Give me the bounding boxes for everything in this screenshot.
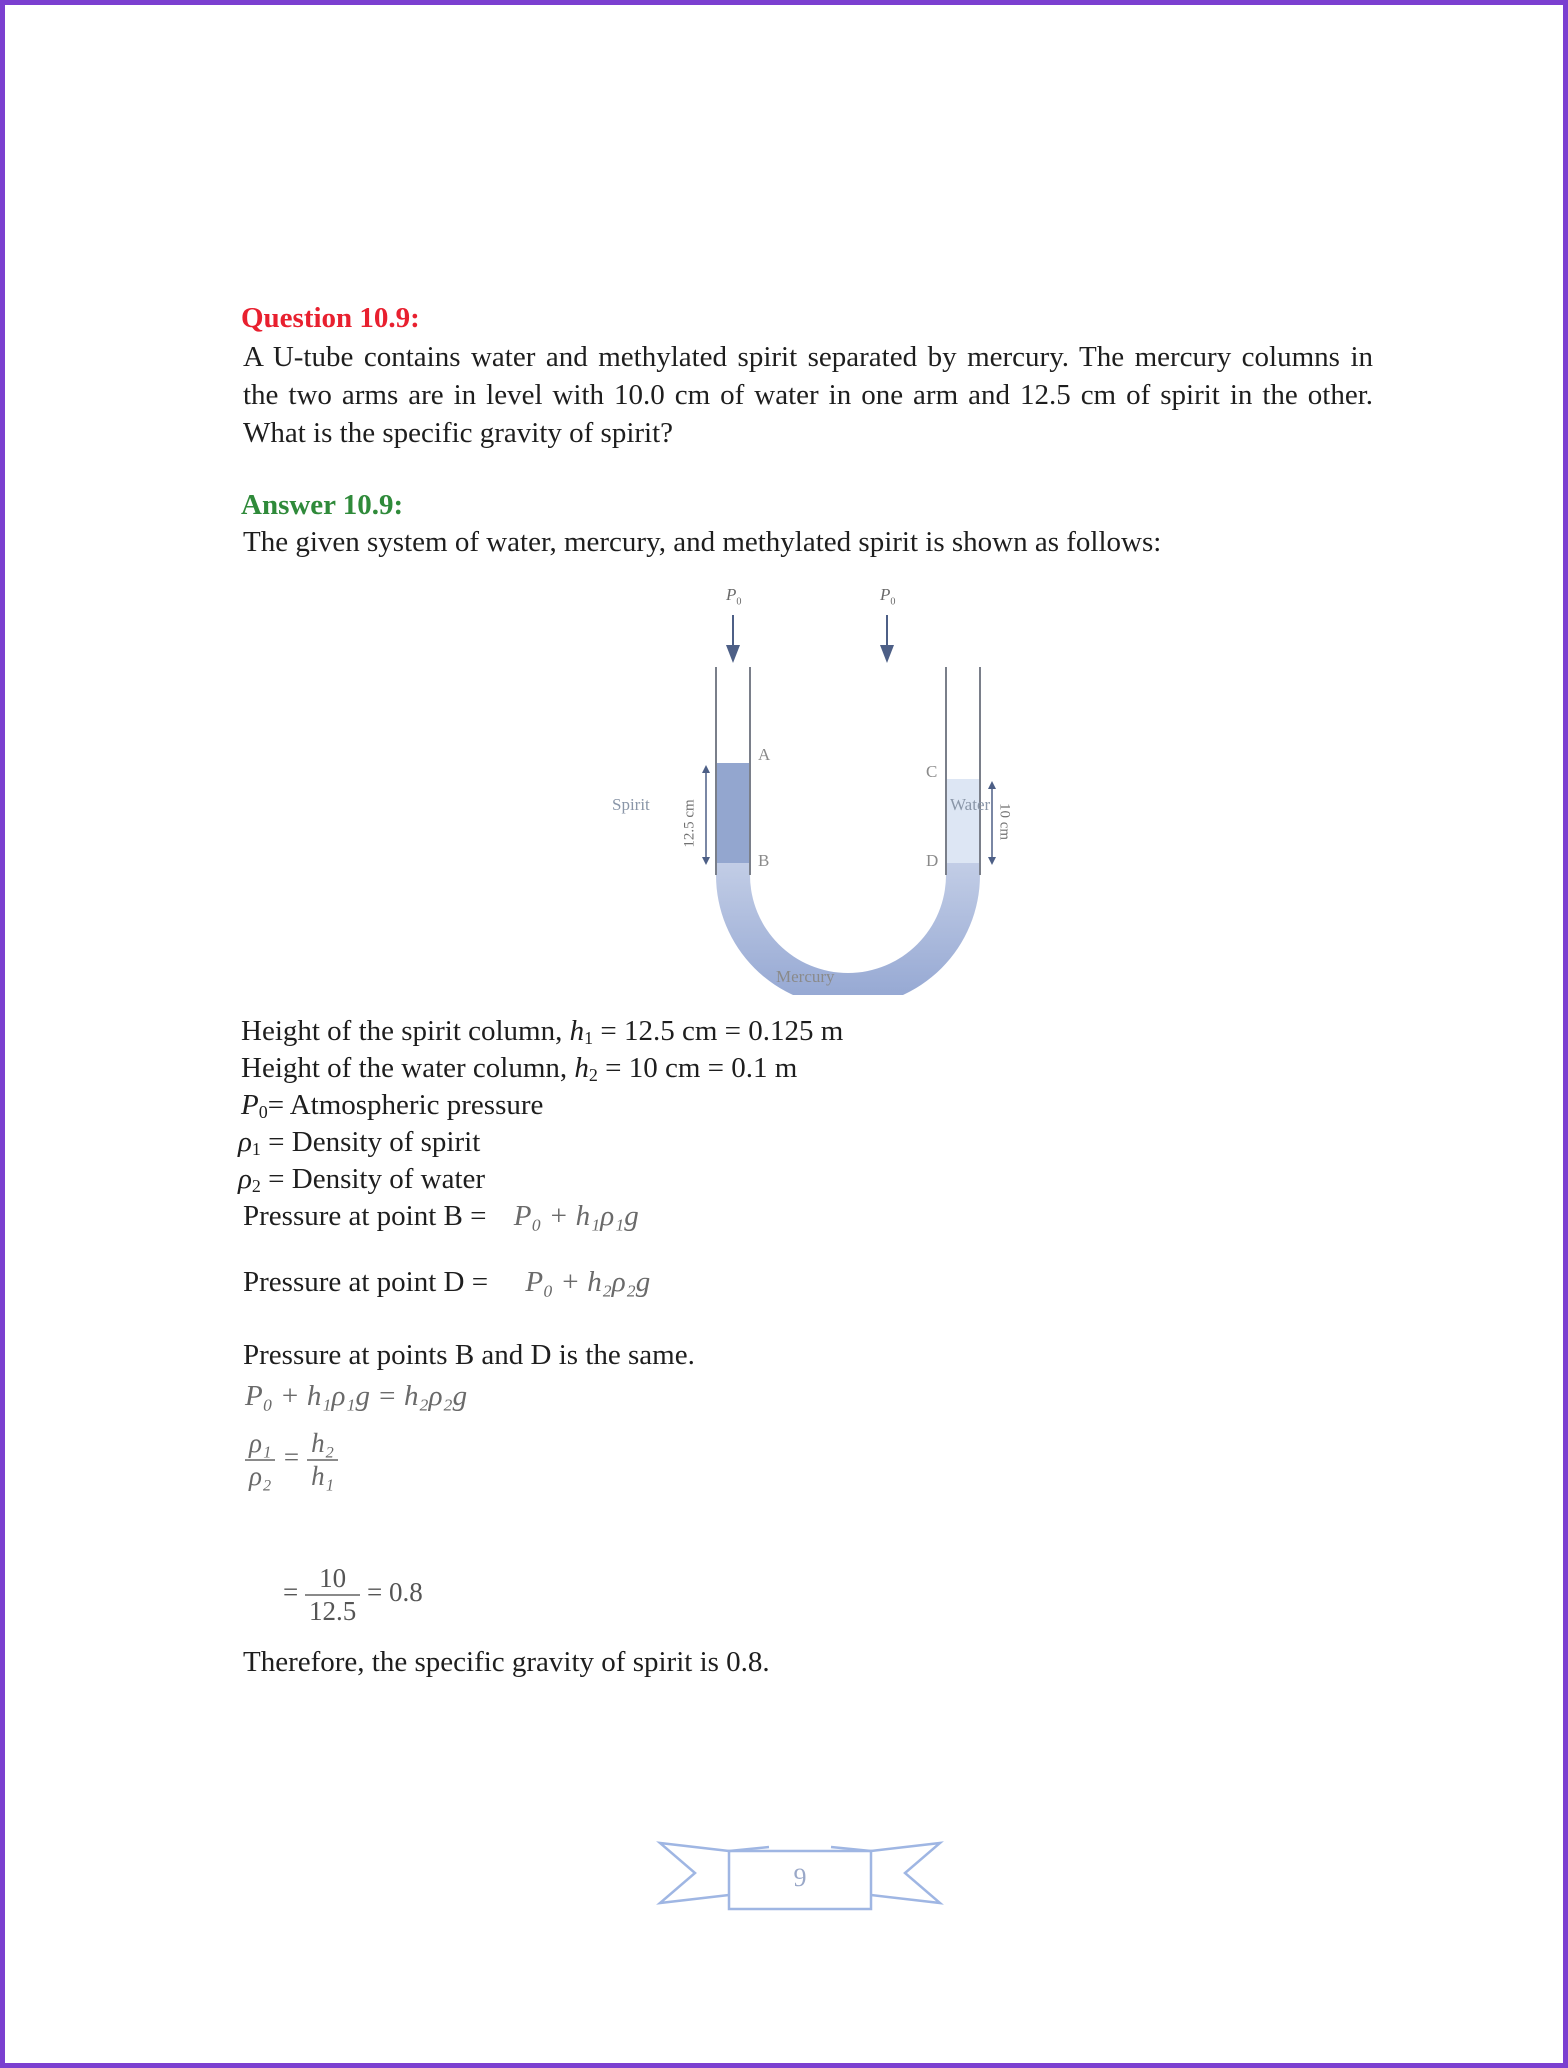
pressure-b-expression: P₀ + h₁ρ₁g	[513, 1200, 639, 1232]
def-density-spirit: $\rho_1$ = Density of spirit	[238, 1126, 481, 1159]
pressure-equation: P₀ + h₁ρ₁g = h₂ρ₂g	[245, 1380, 468, 1412]
def-density-water: $\rho_2$ = Density of water	[238, 1163, 486, 1196]
spirit-height-label: 12.5 cm	[681, 799, 698, 848]
def-spirit-height: Height of the spirit column, $h_1 = 12.5$ cm = 0.125 m	[241, 1015, 844, 1048]
page-number-banner	[655, 1825, 945, 1915]
question-heading: Question 10.9:	[241, 302, 420, 334]
point-b-label: B	[758, 851, 770, 870]
same-pressure-statement: Pressure at points B and D is the same.	[243, 1339, 695, 1371]
answer-heading: Answer 10.9:	[241, 489, 404, 521]
point-c-label: C	[926, 762, 938, 781]
ratio-calculation: = $\frac{10}{12.5}$ = 0.8	[283, 1563, 423, 1626]
page-number: 9	[793, 1863, 807, 1892]
def-atmospheric-pressure: $P_0=$ Atmospheric pressure	[241, 1089, 544, 1122]
pressure-d: Pressure at point D = P₀ + h₂ρ₂g	[243, 1266, 651, 1298]
pressure-d-expression: P₀ + h₂ρ₂g	[525, 1266, 651, 1298]
density-ratio: $\frac{\text{ρ₁}}{\text{ρ₂}}$ = $\frac{\text{h₂}}{\text{h₁}}$	[245, 1428, 338, 1492]
point-a-label: A	[758, 745, 771, 764]
pressure-label-right: $P_0$	[880, 585, 896, 608]
mercury-label: Mercury	[776, 967, 835, 986]
pressure-label-left: $P_0$	[726, 585, 742, 608]
def-water-height: Height of the water column, $h_2 = 10$ cm = 0.1 m	[241, 1052, 798, 1085]
water-height-label: 10 cm	[996, 802, 1013, 841]
water-label: Water	[950, 795, 991, 814]
pressure-b: Pressure at point B = P₀ + h₁ρ₁g	[243, 1200, 639, 1232]
u-tube-diagram	[580, 575, 1030, 995]
answer-intro: The given system of water, mercury, and methylated spirit is shown as follows:	[243, 526, 1162, 558]
conclusion: Therefore, the specific gravity of spirit is 0.8.	[243, 1646, 770, 1678]
question-text: A U-tube contains water and methylated spirit separated by mercury. The mercury columns in the two arms are in level with 10.0 cm of water in one arm and 12.5 cm of spirit in the other. What is the specific gravity of spirit?	[243, 341, 1373, 449]
point-d-label: D	[926, 851, 939, 870]
spirit-label: Spirit	[612, 795, 650, 814]
